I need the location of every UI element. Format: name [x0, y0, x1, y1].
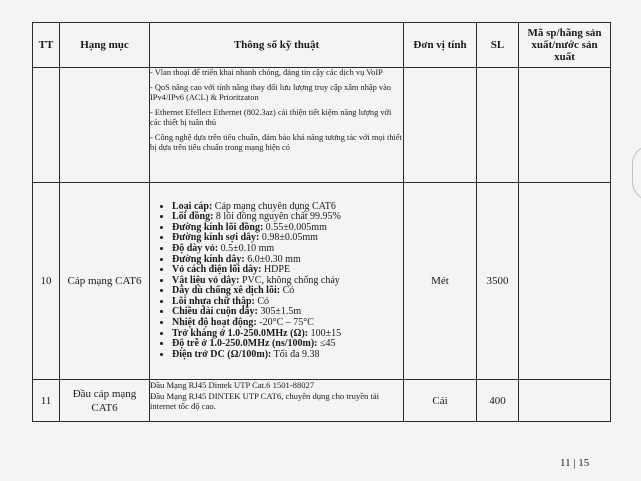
row10-code [519, 183, 611, 380]
spec-label: Trở kháng ở 1.0-250.0MHz (Ω): [172, 327, 309, 339]
spec-value: 0.98±0.05mm [259, 232, 318, 244]
spec-value: PVC, không chống cháy [239, 274, 340, 286]
prev-code-cell [519, 68, 611, 183]
prev-item-cell [60, 68, 150, 183]
spec-label: Nhiệt độ hoạt động: [172, 317, 257, 329]
spec-label: Đường kính sợi dây: [172, 232, 260, 244]
spec-value: Có [254, 295, 270, 307]
prev-spec-line: - QoS nâng cao với tính năng thay đổi lưu lượng truy cập xâm nhập vào IPv4/IPv6 (ACL) & Prioritzaton [150, 83, 391, 102]
row11-code [519, 380, 611, 422]
spec-label: Lõi nhựa chữ thập: [172, 295, 255, 307]
page-number: 11 | 15 [560, 457, 590, 469]
prev-qty-cell [477, 68, 519, 183]
spec-value: Có [280, 285, 295, 297]
spec-label: Độ dày vỏ: [172, 242, 219, 254]
prev-spec-line: - Vlan thoại để triển khai nhanh chóng, đáng tin cậy các dịch vụ VoIP [150, 68, 383, 77]
row11-tt: 11 [33, 380, 60, 422]
spec-value: ≤45 [317, 338, 336, 350]
spec-label: Độ trễ ở 1.0-250.0MHz (ns/100m): [172, 338, 318, 350]
spec-table [32, 22, 611, 422]
row10-name: Cáp mạng CAT6 [60, 183, 150, 380]
row10-spec-list [150, 196, 403, 367]
spec-value: Cáp mạng chuyên dụng CAT6 [212, 200, 336, 212]
spec-value: 100±15 [308, 327, 342, 339]
spec-item [172, 350, 399, 361]
header-code: Mã sp/hãng sản xuất/nước sản xuất [519, 23, 611, 68]
row10-specs-cell [150, 183, 404, 380]
spec-label: Điện trở DC (Ω/100m): [172, 348, 272, 360]
row10-tt: 10 [33, 183, 60, 380]
prev-spec-line: - Ethernet Efellect Ethernet (802.3az) cải thiện tiết kiệm năng lượng với các thiết bị tuân thủ [150, 108, 392, 127]
spec-label: Vỏ cách điện lõi dây: [172, 264, 262, 276]
row11-spec-line: Đầu Mạng RJ45 DINTEK UTP CAT6, chuyên dụng cho truyền tải internet tốc độ cao. [150, 390, 380, 411]
row10-unit: Mét [404, 183, 477, 380]
spec-label: Đường kính lõi đồng: [172, 221, 264, 233]
header-row [33, 23, 611, 68]
spec-value: Tối đa 9.38 [271, 348, 320, 360]
spec-value: 6.0±0.30 mm [244, 253, 301, 265]
spec-value: 8 lõi đồng nguyên chất 99.95% [213, 211, 341, 223]
spec-value: 0.55±0.005mm [263, 221, 327, 233]
header-item: Hạng mục [60, 23, 150, 68]
spec-value: HDPE [261, 264, 291, 276]
prev-tt-cell [33, 68, 60, 183]
spec-value: 0.5±0.10 mm [218, 242, 275, 254]
row11-spec-line: Đầu Mạng RJ45 Dintek UTP Cat.6 1501-88027 [150, 380, 315, 390]
row11-name: Đầu cáp mạng CAT6 [60, 380, 150, 422]
row11-qty: 400 [477, 380, 519, 422]
table-row-continued [33, 68, 611, 183]
table-row-10 [33, 183, 611, 380]
row10-qty: 3500 [477, 183, 519, 380]
stamp-mark [632, 145, 641, 201]
spec-label: Đường kính dây: [172, 253, 245, 265]
header-qty: SL [477, 23, 519, 68]
row11-specs-cell [150, 380, 404, 422]
row11-unit: Cái [404, 380, 477, 422]
prev-spec-line: - Công nghệ dựa trên tiêu chuẩn, đảm bảo khả năng tương tác với mọi thiết bị dựa trên tiêu chuẩn trong mạng hiện có [150, 133, 402, 152]
spec-label: Dây dù chống xê dịch lõi: [172, 285, 281, 297]
spec-value: 305±1.5m [257, 306, 302, 318]
spec-value: -20°C – 75°C [256, 317, 314, 329]
prev-unit-cell [404, 68, 477, 183]
spec-label: Lõi đồng: [172, 211, 214, 223]
spec-label: Chiều dài cuộn dây: [172, 306, 258, 318]
spec-label: Loại cáp: [172, 200, 213, 212]
table-row-11 [33, 380, 611, 422]
header-tt: TT [33, 23, 60, 68]
spec-label: Vật liệu vỏ dây: [172, 274, 240, 286]
header-unit: Đơn vị tính [404, 23, 477, 68]
header-specs: Thông số kỹ thuật [150, 23, 404, 68]
prev-specs-cell [150, 68, 404, 183]
